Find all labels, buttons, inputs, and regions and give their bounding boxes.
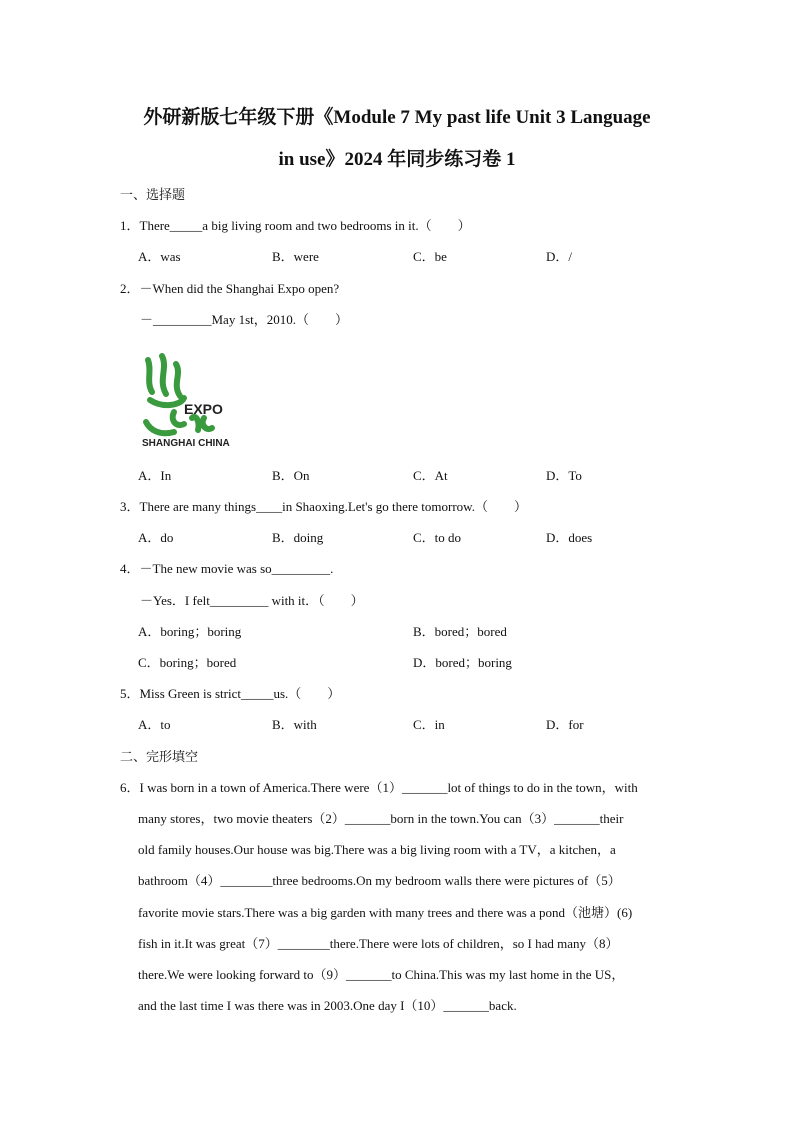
question-2-stem-reply: －_________May 1st，2010.（ ）	[140, 312, 349, 327]
question-1-stem: 1．There_____a big living room and two bedrooms in it.（ ）	[120, 218, 471, 233]
q1-option-d[interactable]: D．/	[546, 249, 573, 264]
expo-2010-logo-icon	[140, 350, 240, 450]
expo-logo-subtext: SHANGHAI CHINA	[142, 438, 230, 449]
q1-option-b[interactable]: B．were	[272, 249, 319, 264]
q1-option-a[interactable]: A．was	[138, 249, 181, 264]
q2-option-c[interactable]: C．At	[413, 468, 448, 483]
q3-option-d[interactable]: D．does	[546, 530, 593, 545]
cloze-text-line: bathroom（4）________three bedrooms.On my bedroom walls there were pictures of（5）	[138, 873, 621, 888]
q2-option-b[interactable]: B．On	[272, 468, 310, 483]
q4-option-a[interactable]: A．boring；boring	[138, 624, 242, 639]
page-title-line2: in use》2024 年同步练习卷 1	[278, 149, 516, 170]
question-6-first-line: 6．I was born in a town of America.There were（1）_______lot of things to do in the town，with	[120, 780, 638, 795]
section-heading-cloze: 二、完形填空	[120, 749, 199, 764]
question-4-stem: 4．－The new movie was so_________.	[120, 561, 334, 576]
q5-option-d[interactable]: D．for	[546, 717, 584, 732]
q3-option-b[interactable]: B．doing	[272, 530, 324, 545]
cloze-text-line: there.We were looking forward to（9）_______to China.This was my last home in the US，	[138, 967, 625, 982]
q3-option-a[interactable]: A．do	[138, 530, 174, 545]
expo-logo-text: EXPO	[184, 401, 223, 417]
cloze-text-line: and the last time I was there was in 2003.One day I（10）_______back.	[138, 998, 517, 1013]
cloze-text-line: many stores，two movie theaters（2）_______born in the town.You can（3）_______their	[138, 811, 624, 826]
q4-option-b[interactable]: B．bored；bored	[413, 624, 507, 639]
cloze-text-line: old family houses.Our house was big.There was a big living room with a TV，a kitchen，a	[138, 842, 616, 857]
question-3-stem: 3．There are many things____in Shaoxing.Let's go there tomorrow.（ ）	[120, 499, 527, 514]
question-4-stem-reply: －Yes．I felt_________ with it．（ ）	[140, 593, 364, 608]
page-title-line1: 外研新版七年级下册《Module 7 My past life Unit 3 Language	[143, 107, 651, 128]
q5-option-b[interactable]: B．with	[272, 717, 317, 732]
q4-option-d[interactable]: D．bored；boring	[413, 655, 512, 670]
cloze-text-line: fish in it.It was great（7）________there.There were lots of children，so I had many（8）	[138, 936, 619, 951]
section-heading-choice: 一、选择题	[120, 187, 186, 202]
question-2-stem: 2．－When did the Shanghai Expo open?	[120, 281, 340, 296]
q5-option-a[interactable]: A．to	[138, 717, 171, 732]
q4-option-c[interactable]: C．boring；bored	[138, 655, 237, 670]
q2-option-a[interactable]: A．In	[138, 468, 172, 483]
question-5-stem: 5．Miss Green is strict_____us.（ ）	[120, 686, 341, 701]
q2-option-d[interactable]: D．To	[546, 468, 582, 483]
q1-option-c[interactable]: C．be	[413, 249, 447, 264]
cloze-text-line: favorite movie stars.There was a big garden with many trees and there was a pond（池塘）(6)	[138, 905, 633, 920]
q5-option-c[interactable]: C．in	[413, 717, 445, 732]
q3-option-c[interactable]: C．to do	[413, 530, 462, 545]
